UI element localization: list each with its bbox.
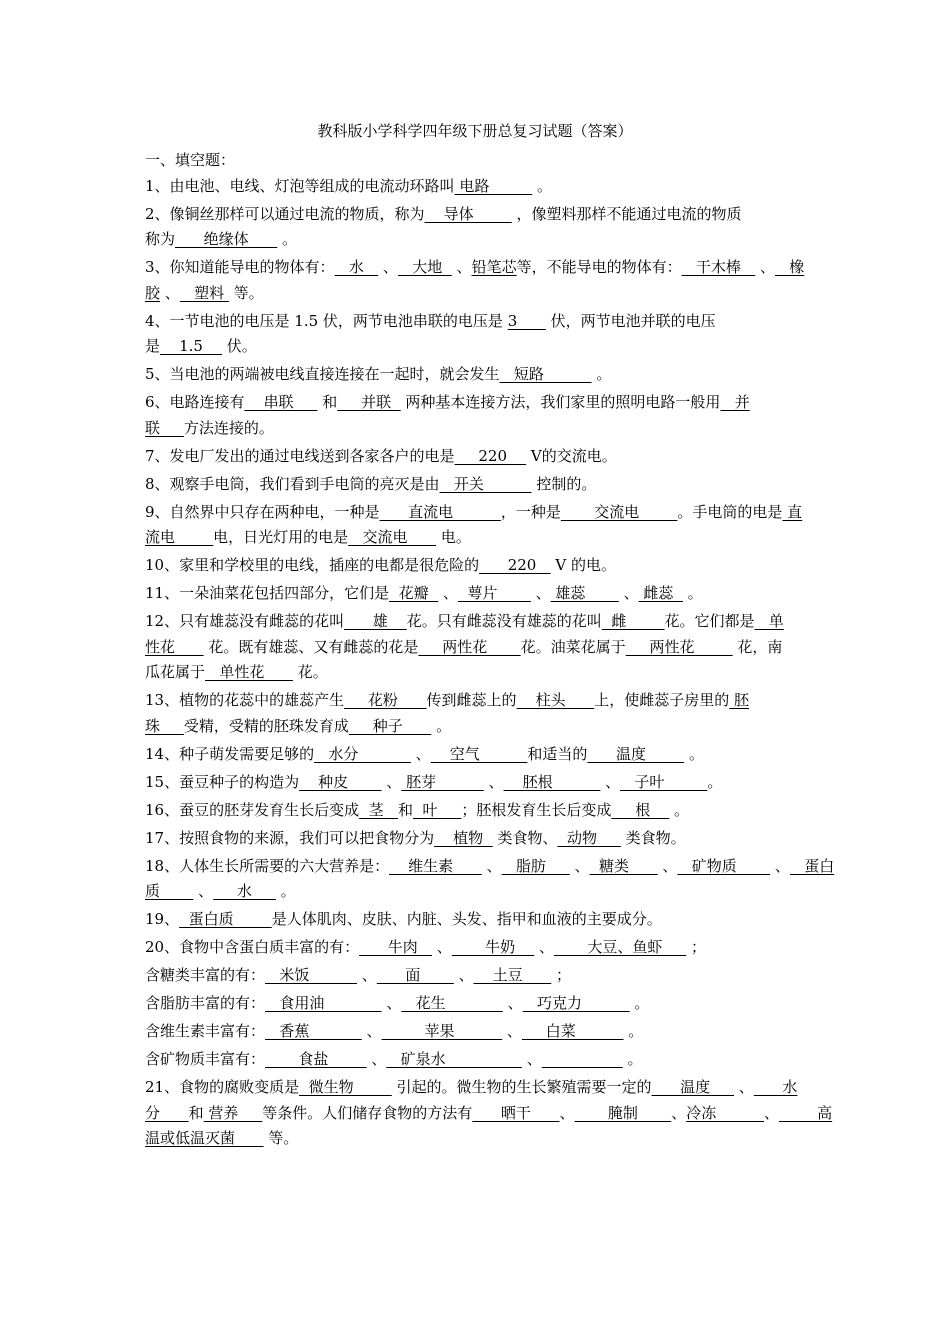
answer-blank: 高 [778, 1103, 833, 1122]
answer-blank: 短路 [499, 365, 592, 383]
answer-blank: 晒干 [472, 1103, 560, 1122]
question-line [145, 854, 835, 880]
question-text: 传到雌蕊上的 [426, 691, 517, 709]
question-line [145, 444, 810, 470]
question-text: 、 [657, 856, 678, 875]
question-text: 、 [357, 966, 377, 984]
question-text: 、 [481, 856, 502, 875]
question-text: 含矿物质丰富有： [145, 1050, 266, 1068]
answer-blank: 水分 [314, 744, 411, 763]
answer-blank: 蛋白 [789, 856, 835, 875]
answer-blank: 胶 [145, 283, 161, 302]
answer-blank: 水 [753, 1078, 798, 1096]
question-text: 控制的。 [531, 474, 597, 493]
question-line [145, 202, 810, 228]
question-text: 花。它们都是 [664, 612, 755, 630]
question-text: 7、发电厂发出的通过电线送到各家各户的电是 [145, 446, 455, 465]
question-text: 18、人体生长所需要的六大营养是： [145, 856, 390, 875]
question-line [145, 963, 810, 989]
answer-blank: 营养 [203, 1103, 263, 1122]
question-text: 含糖类丰富的有： [145, 966, 266, 984]
question-text: ；胚根发育生长后变成 [461, 800, 612, 819]
question-line [145, 660, 810, 686]
question-text: ，一种是 [500, 502, 561, 521]
answer-blank: 220 [454, 446, 527, 465]
answer-blank: 水 [213, 882, 276, 900]
answer-blank: 塑料 [179, 283, 229, 302]
answer-blank: 柱头 [516, 691, 595, 709]
answer-blank: 铅笔芯 [471, 258, 517, 276]
question-text: 花。油菜花属于 [520, 637, 626, 656]
question-text: 20、食物中含蛋白质丰富的有： [145, 938, 360, 956]
answer-blank: 蛋白质 [179, 910, 272, 928]
question-text: 14、种子萌发需要足够的 [145, 744, 315, 763]
question-text: 、 [502, 994, 523, 1012]
answer-blank: 胚 [729, 691, 750, 709]
answer-blank: 花生 [401, 994, 503, 1012]
answer-blank: 串联 [244, 393, 318, 411]
answer-blank: 大地 [397, 258, 452, 276]
question-text: 16、蚕豆的胚芽发育生长后变成 [145, 800, 360, 819]
answer-blank: 大豆、鱼虾 [554, 938, 687, 956]
answer-blank: 花粉 [344, 691, 427, 709]
document-title: 教科版小学科学四年级下册总复习试题（答案） [317, 122, 633, 140]
answer-blank: 珠 [145, 716, 184, 735]
question-text: 。 [431, 716, 452, 735]
answer-blank: 雄 [344, 612, 407, 630]
answer-blank: 3 [507, 311, 546, 330]
question-text: 是人体肌肉、皮肤、内脏、头发、指甲和血液的主要成分。 [271, 910, 662, 928]
question-text: 瓜花属于 [145, 663, 206, 681]
question-text: 和 [188, 1103, 204, 1122]
answer-blank: 食盐 [265, 1050, 367, 1068]
answer-blank: 萼片 [457, 584, 531, 602]
question-line [145, 553, 810, 579]
section-heading: 一、填空题： [145, 151, 236, 169]
question-text: 。 [532, 176, 553, 195]
question-line [145, 1126, 810, 1152]
question-line [145, 390, 810, 416]
question-text: 、 [381, 772, 402, 791]
question-line [145, 609, 810, 635]
question-text: 电，日光灯用的电是 [213, 528, 349, 546]
answer-blank: 矿物质 [677, 856, 771, 875]
answer-blank: 空气 [430, 744, 528, 763]
question-text: ； [686, 938, 707, 956]
question-line [145, 770, 810, 796]
question-text: 花。只有雌蕊没有雄蕊的花叫 [406, 612, 602, 630]
answer-blank: 维生素 [389, 856, 482, 875]
answer-blank: 植物 [434, 828, 493, 847]
question-text: 10、家里和学校里的电线，插座的电都是很危险的 [145, 556, 480, 574]
question-text: 、 [600, 772, 621, 791]
question-line [145, 688, 810, 714]
answer-blank: 苹果 [381, 1022, 503, 1040]
question-text: 、 [366, 1050, 387, 1068]
answer-blank: 腌制 [574, 1103, 672, 1122]
question-text: 。 [669, 800, 690, 819]
answer-blank: 叶 [412, 800, 462, 819]
question-text: 19、 [145, 910, 180, 928]
question-line [145, 255, 810, 281]
answer-blank: 两性花 [418, 637, 521, 656]
answer-blank: 流电 [145, 528, 214, 546]
answer-blank: 干木棒 [681, 258, 756, 276]
question-text: 花，南 [732, 637, 783, 656]
answer-blank: 温度 [587, 744, 685, 763]
question-text: 。 [591, 365, 612, 383]
question-line [145, 362, 810, 388]
question-text: 方法连接的。 [183, 418, 274, 437]
answer-blank: 胚根 [503, 772, 601, 791]
question-text: 花。既有雄蕊、又有雌蕊的花是 [203, 637, 419, 656]
question-line [145, 935, 810, 961]
question-line [145, 472, 810, 498]
question-text: 1、由电池、电线、灯泡等组成的电流动环路叫 [145, 176, 455, 195]
question-line [145, 525, 810, 551]
question-text: 。 [682, 584, 703, 602]
answer-blank: 根 [611, 800, 670, 819]
question-text: 含脂肪丰富的有： [145, 994, 266, 1012]
answer-blank: 米饭 [265, 966, 358, 984]
answer-blank: 性花 [145, 637, 204, 656]
question-text: 和适当的 [527, 744, 588, 763]
answer-blank: 质 [145, 882, 194, 900]
question-text: 、 [559, 1103, 575, 1122]
question-line [145, 826, 810, 852]
answer-blank: 雌 [601, 612, 665, 630]
question-text: 含维生素丰富有： [145, 1022, 266, 1040]
question-text: 是 [145, 337, 161, 355]
answer-blank: 220 [479, 556, 551, 574]
question-text: 、 [534, 938, 555, 956]
question-text: 、 [381, 994, 402, 1012]
question-text: 、 [378, 258, 398, 276]
question-text: 。 [684, 744, 704, 763]
answer-blank: 交流电 [560, 502, 678, 521]
question-text: 等，不能导电的物体有： [516, 258, 682, 276]
question-line [145, 281, 810, 307]
question-text: 、 [193, 882, 214, 900]
answer-blank: 并 [720, 393, 750, 411]
question-line [145, 309, 810, 335]
question-text: 、 [530, 584, 551, 602]
answer-blank [542, 1050, 623, 1068]
question-text: ，像塑料那样不能通过电流的物质 [511, 204, 742, 223]
question-text: 。手电筒的电是 [677, 502, 783, 521]
question-line [145, 416, 810, 442]
question-text: 、 [438, 584, 458, 602]
answer-blank: 绝缘体 [175, 230, 278, 248]
question-text: 类食物、 [492, 828, 558, 847]
question-line [145, 227, 810, 253]
question-text: 、 [521, 1050, 542, 1068]
answer-blank: 分 [145, 1103, 189, 1122]
question-text: 、 [770, 856, 790, 875]
answer-blank: 单性花 [205, 663, 293, 681]
question-text: 13、植物的花蕊中的雄蕊产生 [145, 691, 345, 709]
answer-blank: 开关 [439, 474, 532, 493]
answer-blank: 子叶 [620, 772, 708, 791]
question-text: 、 [671, 1103, 687, 1122]
question-line [145, 991, 810, 1017]
answer-blank: 交流电 [348, 528, 437, 546]
answer-blank: 冷冻 [686, 1103, 764, 1122]
answer-blank: 香蕉 [265, 1022, 362, 1040]
question-line [145, 635, 810, 661]
question-text: V 的电。 [550, 556, 617, 574]
question-text: 受精，受精的胚珠发育成 [183, 716, 349, 735]
answer-blank: 单 [754, 612, 784, 630]
question-text: 等条件。人们储存食物的方法有 [262, 1103, 473, 1122]
answer-blank: 面 [376, 966, 454, 984]
question-text: 、 [160, 283, 180, 302]
answer-blank: 橡 [774, 258, 805, 276]
question-line [145, 907, 810, 933]
question-text: 8、观察手电筒，我们看到手电筒的亮灭是由 [145, 474, 440, 493]
question-line [145, 879, 810, 905]
question-text: 21、食物的腐败变质是 [145, 1078, 300, 1096]
answer-blank: 温度 [651, 1078, 735, 1096]
answer-blank: 雌蕊 [638, 584, 683, 602]
question-text: 。 [275, 882, 296, 900]
question-line [145, 174, 810, 200]
answer-blank: 水 [334, 258, 379, 276]
question-text: 2、像铜丝那样可以通过电流的物质，称为 [145, 204, 425, 223]
answer-blank: 糖类 [589, 856, 658, 875]
question-line [145, 334, 810, 360]
question-text: 5、当电池的两端被电线直接连接在一起时，就会发生 [145, 365, 500, 383]
question-text: 9、自然界中只存在两种电，一种是 [145, 502, 380, 521]
question-text: 、 [734, 1078, 754, 1096]
question-text: 、 [502, 1022, 522, 1040]
question-text: 、 [763, 1103, 779, 1122]
answer-blank: 两性花 [625, 637, 733, 656]
answer-blank: 牛肉 [359, 938, 433, 956]
question-text: 称为 [145, 230, 176, 248]
answer-blank: 温或低温灭菌 [145, 1129, 264, 1147]
question-text: 和 [317, 393, 338, 411]
question-text: 、 [755, 258, 775, 276]
answer-blank: 微生物 [299, 1078, 392, 1096]
answer-blank: 巧克力 [522, 994, 630, 1012]
question-line [145, 1019, 810, 1045]
answer-blank: 动物 [557, 828, 621, 847]
question-text: 花。 [292, 663, 328, 681]
question-text: 、 [453, 966, 474, 984]
question-text: 11、一朵油菜花包括四部分，它们是 [145, 584, 390, 602]
answer-blank: 联 [145, 418, 184, 437]
answer-blank: 种皮 [299, 772, 382, 791]
question-text: 、 [569, 856, 590, 875]
question-text: 、 [483, 772, 504, 791]
answer-blank: 雄蕊 [550, 584, 619, 602]
question-text: ； [551, 966, 572, 984]
question-text: 3、你知道能导电的物体有： [145, 258, 335, 276]
question-text: 。 [277, 230, 298, 248]
question-line [145, 742, 810, 768]
answer-blank: 花瓣 [389, 584, 439, 602]
question-text: 电。 [436, 528, 471, 546]
answer-blank: 直 [782, 502, 803, 521]
answer-blank: 导体 [424, 204, 512, 223]
question-text: 和 [397, 800, 413, 819]
answer-blank: 茎 [359, 800, 398, 819]
answer-blank: 电路 [454, 176, 533, 195]
answer-blank: 直流电 [379, 502, 501, 521]
question-text: 。 [707, 772, 723, 791]
question-text: 、 [361, 1022, 382, 1040]
question-text: 17、按照食物的来源，我们可以把食物分为 [145, 828, 435, 847]
question-text: 、 [410, 744, 431, 763]
question-line [145, 798, 810, 824]
question-text: 、 [451, 258, 472, 276]
answer-blank: 并联 [337, 393, 401, 411]
answer-blank: 牛奶 [451, 938, 535, 956]
question-text: 伏，两节电池并联的电压 [545, 311, 716, 330]
question-text: 等。 [263, 1129, 299, 1147]
question-text: 、 [432, 938, 452, 956]
question-text: 两种基本连接方法，我们家里的照明电路一般用 [400, 393, 721, 411]
answer-blank: 脂肪 [501, 856, 570, 875]
answer-blank: 1.5 [160, 337, 223, 355]
question-text: 4、一节电池的电压是 1.5 伏，两节电池串联的电压是 [145, 311, 508, 330]
answer-blank: 土豆 [473, 966, 552, 984]
question-line [145, 1101, 833, 1127]
question-line [145, 714, 810, 740]
answer-blank: 食用油 [265, 994, 382, 1012]
question-text: 12、只有雄蕊没有雌蕊的花叫 [145, 612, 345, 630]
question-text: 、 [618, 584, 639, 602]
question-line [145, 1075, 810, 1101]
question-text: V的交流电。 [526, 446, 617, 465]
question-text: 6、电路连接有 [145, 393, 245, 411]
question-text: 等。 [228, 283, 264, 302]
answer-blank: 矿泉水 [386, 1050, 522, 1068]
question-text: 15、蚕豆种子的构造为 [145, 772, 300, 791]
question-text: 。 [629, 994, 650, 1012]
document-body [145, 148, 835, 1152]
question-text: 引起的。微生物的生长繁殖需要一定的 [391, 1078, 652, 1096]
question-text: 类食物。 [620, 828, 686, 847]
question-text: 伏。 [222, 337, 257, 355]
question-line [145, 581, 810, 607]
question-text: 。 [623, 1022, 644, 1040]
question-line [145, 500, 810, 526]
question-text: 。 [622, 1050, 643, 1068]
question-text: 上，使雌蕊子房里的 [594, 691, 730, 709]
answer-blank: 胚芽 [401, 772, 484, 791]
answer-blank: 种子 [348, 716, 432, 735]
question-line [145, 1047, 810, 1073]
answer-blank: 白菜 [521, 1022, 624, 1040]
